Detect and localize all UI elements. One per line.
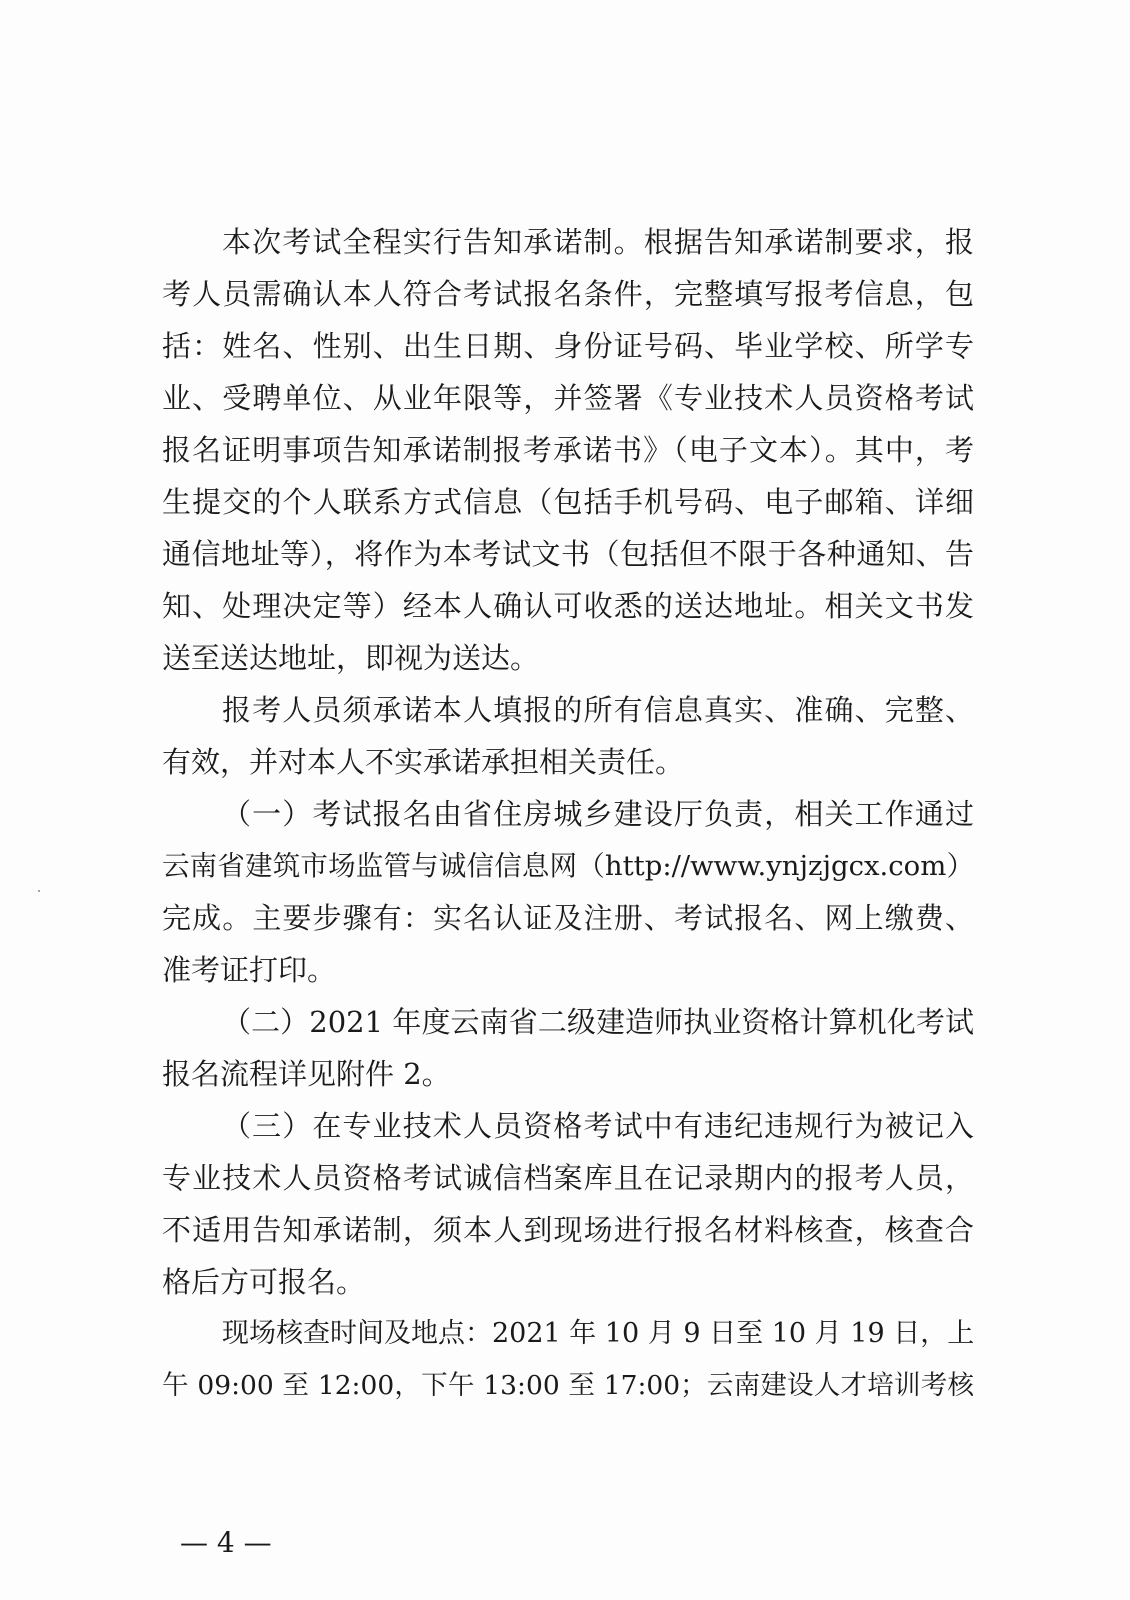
paragraph-1-line-6: 生提交的个人联系方式信息（包括手机号码、电子邮箱、详细	[162, 485, 974, 519]
paragraph-2-line-1: 报考人员须承诺本人填报的所有信息真实、准确、完整、	[222, 693, 974, 727]
paragraph-3-line-1: （一）考试报名由省住房城乡建设厅负责，相关工作通过	[222, 797, 974, 831]
paragraph-5-line-4: 格后方可报名。	[162, 1265, 366, 1299]
paragraph-6-line-2: 午 09:00 至 12:00，下午 13:00 至 17:00；云南建设人才培训考核	[162, 1370, 974, 1401]
paragraph-6-line-1: 现场核查时间及地点：2021 年 10 月 9 日至 10 月 19 日，上	[222, 1318, 975, 1349]
paragraph-1-line-2: 考人员需确认本人符合考试报名条件，完整填写报考信息，包	[162, 277, 974, 311]
paragraph-1-line-1: 本次考试全程实行告知承诺制。根据告知承诺制要求，报	[222, 225, 974, 259]
paragraph-3-line-2: 云南省建筑市场监管与诚信信息网（http://www.ynjzjgcx.com）	[162, 850, 974, 882]
paragraph-2-line-2: 有效，并对本人不实承诺承担相关责任。	[162, 745, 685, 779]
paragraph-4-line-1: （二）2021 年度云南省二级建造师执业资格计算机化考试	[222, 1005, 974, 1039]
paragraph-1-line-4: 业、受聘单位、从业年限等，并签署《专业技术人员资格考试	[162, 381, 974, 415]
paragraph-4-line-2: 报名流程详见附件 2。	[162, 1057, 451, 1091]
paragraph-5-line-2: 专业技术人员资格考试诚信档案库且在记录期内的报考人员，	[162, 1161, 974, 1195]
paragraph-1-line-5: 报名证明事项告知承诺制报考承诺书》（电子文本）。其中，考	[162, 433, 974, 467]
paragraph-3-line-3: 完成。主要步骤有：实名认证及注册、考试报名、网上缴费、	[162, 901, 974, 935]
page-number: — 4 —	[180, 1526, 272, 1559]
paragraph-1-line-8: 知、处理决定等）经本人确认可收悉的送达地址。相关文书发	[162, 589, 974, 623]
paragraph-1-line-3: 括：姓名、性别、出生日期、身份证号码、毕业学校、所学专	[162, 329, 974, 363]
paragraph-1-line-9: 送至送达地址，即视为送达。	[162, 641, 540, 675]
paragraph-5-line-1: （三）在专业技术人员资格考试中有违纪违规行为被记入	[222, 1109, 974, 1143]
paragraph-1-line-7: 通信地址等），将作为本考试文书（包括但不限于各种通知、告	[162, 537, 974, 571]
paragraph-3-line-4: 准考证打印。	[162, 953, 337, 987]
scan-speck	[38, 890, 40, 892]
paragraph-5-line-3: 不适用告知承诺制，须本人到现场进行报名材料核查，核查合	[162, 1213, 974, 1247]
